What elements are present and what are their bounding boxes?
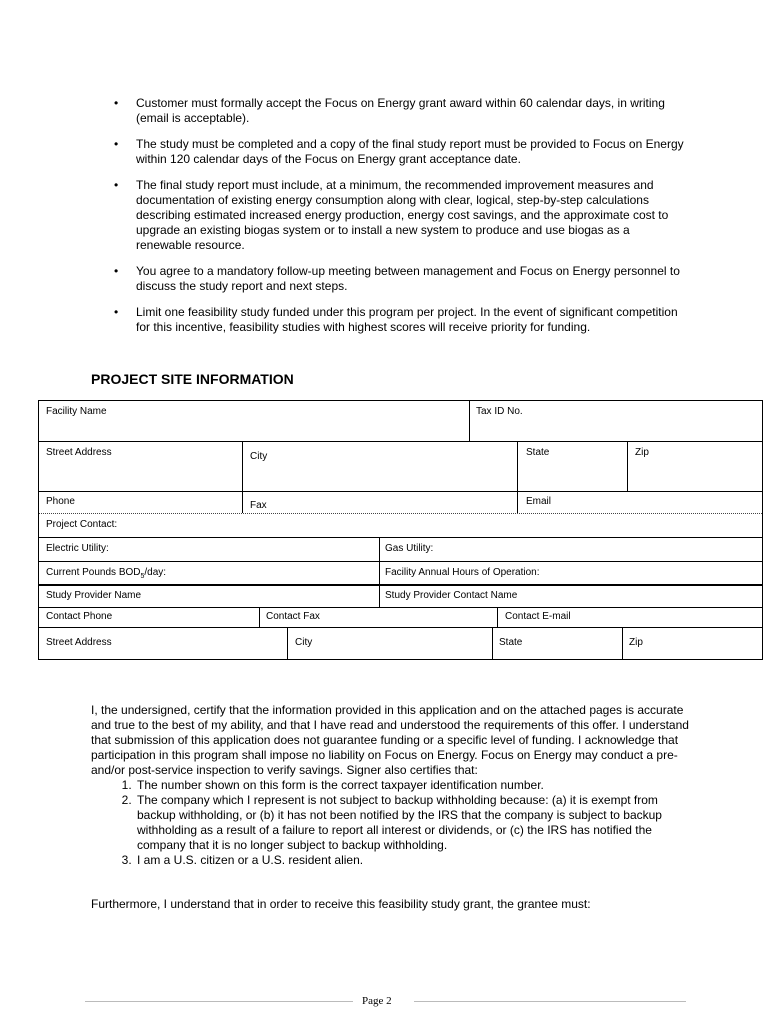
gas-utility-field[interactable]: Gas Utility: — [385, 543, 434, 554]
row-divider — [39, 584, 762, 586]
facility-name-field[interactable]: Facility Name — [46, 406, 107, 417]
certification-paragraph: I, the undersigned, certify that the information provided in this application and on the attached pages is accurate and true to the best of my ability, and that I have read and understood the requirements of this offer. I understand that submission of this application does not guarantee funding or a specific level of funding. I acknowledge that participation in this program shall impose no liability on Focus on Energy. Focus on Energy may conduct a pre- and/or post-service inspection to verify savings. Signer also certifies that: — [91, 703, 689, 777]
row-divider — [39, 537, 762, 538]
row-divider — [39, 441, 762, 442]
column-divider — [622, 627, 623, 660]
zip-field[interactable]: Zip — [635, 447, 649, 458]
column-divider — [517, 441, 518, 513]
certification-item: 3. I am a U.S. citizen or a U.S. resident alien. — [135, 853, 691, 868]
bullet-icon: • — [114, 178, 119, 192]
project-site-form — [38, 400, 763, 660]
row-divider — [39, 491, 762, 492]
project-contact-field[interactable]: Project Contact: — [46, 519, 118, 530]
requirement-item: • The final study report must include, at a minimum, the recommended improvement measures and documentation of existing energy consumption along with clear, logical, step-by-step calculations describing estimated increased energy production, energy cost savings, and the approximate cost to upgrade an existing biogas system or to install a new system to produce and use biogas as a renewable resource. — [114, 178, 669, 252]
provider-state-field[interactable]: State — [499, 637, 523, 648]
study-provider-name-field[interactable]: Study Provider Name — [46, 590, 142, 601]
footer-divider-left — [85, 1001, 353, 1002]
certification-list — [91, 778, 691, 868]
phone-field[interactable]: Phone — [46, 496, 75, 507]
column-divider — [242, 441, 243, 513]
study-provider-contact-field[interactable]: Study Provider Contact Name — [385, 590, 518, 601]
provider-city-field[interactable]: City — [295, 637, 313, 648]
certification-statement — [91, 703, 691, 868]
column-divider — [627, 441, 628, 491]
tax-id-field[interactable]: Tax ID No. — [476, 406, 523, 417]
column-divider — [259, 607, 260, 627]
requirements-list — [108, 96, 688, 346]
certification-item: 1. The number shown on this form is the correct taxpayer identification number. — [135, 778, 691, 793]
street-address-field[interactable]: Street Address — [46, 447, 112, 458]
contact-fax-field[interactable]: Contact Fax — [266, 611, 320, 622]
column-divider — [379, 537, 380, 607]
contact-phone-field[interactable]: Contact Phone — [46, 611, 113, 622]
column-divider — [469, 401, 470, 441]
facility-hours-field[interactable]: Facility Annual Hours of Operation: — [385, 567, 540, 578]
section-title: PROJECT SITE INFORMATION — [91, 371, 294, 387]
column-divider — [287, 627, 288, 660]
bullet-icon: • — [114, 305, 119, 319]
bullet-icon: • — [114, 264, 119, 278]
contact-email-field[interactable]: Contact E-mail — [505, 611, 571, 622]
requirement-item: • You agree to a mandatory follow-up meeting between management and Focus on Energy personnel to discuss the study report and next steps. — [114, 264, 680, 293]
provider-zip-field[interactable]: Zip — [629, 637, 643, 648]
bullet-icon: • — [114, 137, 119, 151]
footer-divider-right — [414, 1001, 686, 1002]
page-number: Page 2 — [362, 995, 392, 1007]
state-field[interactable]: State — [526, 447, 550, 458]
column-divider — [497, 607, 498, 627]
requirement-item: • The study must be completed and a copy of the final study report must be provided to Focus on Energy within 120 calendar days of the Focus on Energy grant acceptance date. — [114, 137, 684, 166]
row-divider — [39, 513, 762, 514]
bod-per-day-field[interactable]: Current Pounds $BOD_5$/day: — [46, 567, 167, 580]
certification-item: 2. The company which I represent is not subject to backup withholding because: (a) it is exempt from backup withholding, or (b) it has not been notified by the IRS that the company is subject to backup withholding as a result of a failure to report all interest or dividends, or (c) the IRS has notified the company that it is no longer subject to backup withholding. — [135, 793, 691, 853]
provider-street-address-field[interactable]: Street Address — [46, 637, 112, 648]
requirement-item: • Limit one feasibility study funded under this program per project. In the event of significant competition for this incentive, feasibility studies with highest scores will receive priority for funding. — [114, 305, 678, 334]
city-field[interactable]: City — [250, 451, 268, 462]
electric-utility-field[interactable]: Electric Utility: — [46, 543, 109, 554]
row-divider — [39, 607, 762, 608]
furthermore-paragraph: Furthermore, I understand that in order to receive this feasibility study grant, the grantee must: — [91, 897, 591, 911]
email-field[interactable]: Email — [526, 496, 552, 507]
column-divider — [492, 627, 493, 660]
row-divider — [39, 627, 762, 628]
requirement-item: • Customer must formally accept the Focus on Energy grant award within 60 calendar days, in writing (email is acceptable). — [114, 96, 665, 125]
row-divider — [39, 561, 762, 562]
bullet-icon: • — [114, 96, 119, 110]
fax-field[interactable]: Fax — [250, 500, 267, 511]
